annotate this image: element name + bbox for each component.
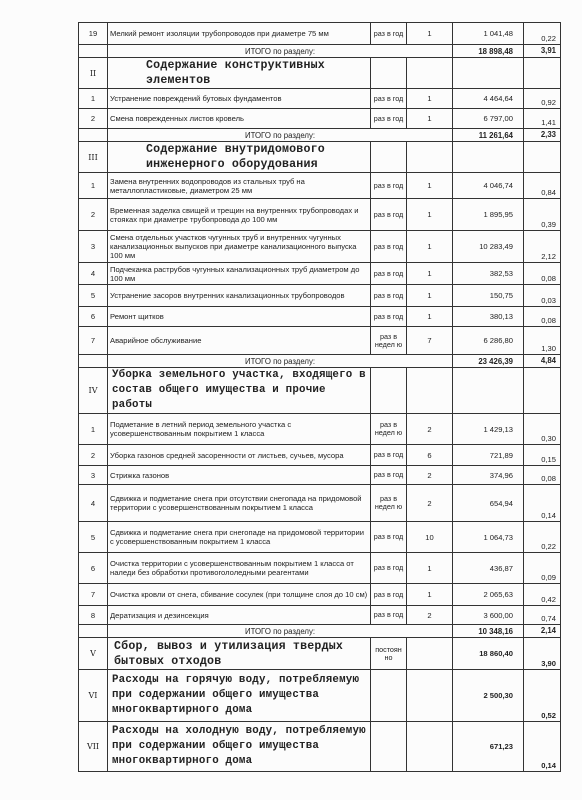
estimate-sheet [78,22,560,772]
work-name: Сдвижка и подметание снега при снегопаде на придомовой территории с усовершенствованным покрытием 1 класса [108,522,371,553]
quantity: 6 [407,445,453,466]
section-total-cost: 18 898,48 [453,45,524,58]
empty-cell [79,45,108,58]
quantity: 1 [407,231,453,263]
quantity: 7 [407,327,453,355]
section-cost-per-sqm: 3,90 [524,638,561,670]
table-row [79,584,561,606]
empty-cell [407,722,453,772]
section-header-row [79,722,561,772]
row-number: 3 [79,231,108,263]
section-total-label: ИТОГО по разделу: [108,355,453,368]
row-number: 5 [79,285,108,307]
empty-cell [407,638,453,670]
section-title: Сбор, вывоз и утилизация твердых бытовых отходов [108,638,371,670]
table-row [79,89,561,109]
periodicity: постоян но [371,638,407,670]
annual-cost: 4 046,74 [453,173,524,199]
table-row [79,307,561,327]
row-number: 2 [79,109,108,129]
quantity: 10 [407,522,453,553]
cost-per-sqm: 0,08 [524,466,561,485]
row-number: 1 [79,414,108,445]
annual-cost: 2 065,63 [453,584,524,606]
periodicity: раз в недел ю [371,414,407,445]
periodicity: раз в год [371,231,407,263]
annual-cost: 6 797,00 [453,109,524,129]
annual-cost: 1 041,48 [453,23,524,45]
table-row [79,327,561,355]
periodicity: раз в год [371,307,407,327]
periodicity: раз в недел ю [371,485,407,522]
row-number: 7 [79,327,108,355]
empty-cell [79,129,108,142]
periodicity: раз в год [371,606,407,625]
work-name: Аварийное обслуживание [108,327,371,355]
section-cost-per-sqm: 0,14 [524,722,561,772]
cost-per-sqm: 0,74 [524,606,561,625]
section-header-row [79,58,561,89]
cost-per-sqm: 0,39 [524,199,561,231]
row-number: 5 [79,522,108,553]
quantity: 1 [407,584,453,606]
cost-per-sqm: 2,12 [524,231,561,263]
section-title: Расходы на холодную воду, потребляемую при содержании общего имущества многоквартирного дома [108,722,371,772]
work-name: Устранение засоров внутренних канализационных трубопроводов [108,285,371,307]
work-name: Очистка кровли от снега, сбивание сосулек (при толщине слоя до 10 см) [108,584,371,606]
periodicity: раз в год [371,445,407,466]
section-title: Содержание конструктивных элементов [108,58,371,89]
quantity: 1 [407,109,453,129]
section-cost [453,58,524,89]
section-header-row [79,670,561,722]
periodicity [371,142,407,173]
quantity: 2 [407,606,453,625]
row-number: 8 [79,606,108,625]
cost-per-sqm: 0,14 [524,485,561,522]
table-row [79,445,561,466]
row-number: 6 [79,307,108,327]
periodicity: раз в год [371,466,407,485]
work-name: Устранение повреждений бутовых фундаментов [108,89,371,109]
annual-cost: 10 283,49 [453,231,524,263]
work-name: Дератизация и дезинсекция [108,606,371,625]
section-cost [453,368,524,414]
annual-cost: 1 064,73 [453,522,524,553]
quantity: 1 [407,199,453,231]
cost-per-sqm: 0,22 [524,23,561,45]
periodicity: раз в год [371,109,407,129]
cost-per-sqm: 0,30 [524,414,561,445]
maintenance-cost-table [78,22,561,772]
annual-cost: 6 286,80 [453,327,524,355]
section-total-cost: 10 348,16 [453,625,524,638]
row-number: 1 [79,173,108,199]
table-row [79,466,561,485]
work-name: Замена внутренних водопроводов из стальных труб на металлопластиковые, диаметром 25 мм [108,173,371,199]
empty-cell [79,355,108,368]
cost-per-sqm: 0,92 [524,89,561,109]
work-name: Уборка газонов средней засоренности от листьев, сучьев, мусора [108,445,371,466]
section-total-label: ИТОГО по разделу: [108,45,453,58]
table-row [79,199,561,231]
periodicity: раз в год [371,23,407,45]
cost-per-sqm: 0,84 [524,173,561,199]
annual-cost: 721,89 [453,445,524,466]
section-header-row [79,638,561,670]
periodicity: раз в год [371,263,407,285]
section-total-row [79,129,561,142]
section-number: VII [79,722,108,772]
section-total-label: ИТОГО по разделу: [108,625,453,638]
table-row [79,522,561,553]
annual-cost: 380,13 [453,307,524,327]
section-number: IV [79,368,108,414]
row-number: 6 [79,553,108,584]
row-number: 4 [79,263,108,285]
periodicity [371,368,407,414]
section-title: Расходы на горячую воду, потребляемую при содержании общего имущества многоквартирного дома [108,670,371,722]
row-number: 1 [79,89,108,109]
cost-per-sqm: 0,08 [524,307,561,327]
table-row [79,173,561,199]
periodicity: раз в год [371,199,407,231]
quantity: 1 [407,173,453,199]
table-row [79,263,561,285]
empty-cell [407,58,453,89]
row-number: 3 [79,466,108,485]
section-number: II [79,58,108,89]
quantity: 1 [407,307,453,327]
periodicity: раз в недел ю [371,327,407,355]
table-row [79,606,561,625]
table-row [79,109,561,129]
work-name: Временная заделка свищей и трещин на внутренних трубопроводах и стояках при диаметре трубопровода до 100 мм [108,199,371,231]
annual-cost: 374,96 [453,466,524,485]
row-number: 4 [79,485,108,522]
quantity: 1 [407,553,453,584]
row-number: 2 [79,199,108,231]
work-name: Сдвижка и подметание снега при отсутствии снегопада на придомовой территории с усовершенствованным покрытием 1 класса [108,485,371,522]
work-name: Подчеканка раструбов чугунных канализационных труб диаметром до 100 мм [108,263,371,285]
periodicity: раз в год [371,285,407,307]
periodicity: раз в год [371,553,407,584]
cost-per-sqm: 0,09 [524,553,561,584]
quantity: 2 [407,414,453,445]
row-number: 7 [79,584,108,606]
annual-cost: 3 600,00 [453,606,524,625]
section-total-cost: 11 261,64 [453,129,524,142]
section-number: VI [79,670,108,722]
periodicity [371,670,407,722]
annual-cost: 436,87 [453,553,524,584]
section-title: Содержание внутридомового инженерного оборудования [108,142,371,173]
table-row [79,231,561,263]
empty-cell [407,670,453,722]
section-cost: 18 860,40 [453,638,524,670]
periodicity: раз в год [371,584,407,606]
section-number: III [79,142,108,173]
quantity: 1 [407,285,453,307]
periodicity: раз в год [371,522,407,553]
cost-per-sqm: 1,30 [524,327,561,355]
quantity: 1 [407,23,453,45]
work-name: Мелкий ремонт изоляции трубопроводов при диаметре 75 мм [108,23,371,45]
work-name: Ремонт щитков [108,307,371,327]
section-cost-per-sqm [524,142,561,173]
work-name: Очистка территории с усовершенствованным покрытием 1 класса от наледи без обработки противогололедными реагентами [108,553,371,584]
section-total-cost: 23 426,39 [453,355,524,368]
section-total-per-sqm: 4,84 [524,355,561,368]
annual-cost: 150,75 [453,285,524,307]
annual-cost: 1 895,95 [453,199,524,231]
annual-cost: 1 429,13 [453,414,524,445]
quantity: 2 [407,466,453,485]
table-row [79,485,561,522]
quantity: 1 [407,89,453,109]
section-cost [453,142,524,173]
table-body [79,23,561,772]
section-total-per-sqm: 2,14 [524,625,561,638]
section-total-row [79,625,561,638]
empty-cell [407,142,453,173]
periodicity: раз в год [371,173,407,199]
section-cost: 671,23 [453,722,524,772]
empty-cell [79,625,108,638]
section-cost-per-sqm: 0,52 [524,670,561,722]
empty-cell [407,368,453,414]
section-header-row [79,142,561,173]
table-row [79,23,561,45]
section-cost-per-sqm [524,58,561,89]
section-total-per-sqm: 2,33 [524,129,561,142]
cost-per-sqm: 0,42 [524,584,561,606]
quantity: 2 [407,485,453,522]
row-number: 19 [79,23,108,45]
section-total-label: ИТОГО по разделу: [108,129,453,142]
quantity: 1 [407,263,453,285]
periodicity [371,722,407,772]
section-cost-per-sqm [524,368,561,414]
cost-per-sqm: 0,03 [524,285,561,307]
section-cost: 2 500,30 [453,670,524,722]
cost-per-sqm: 1,41 [524,109,561,129]
periodicity [371,58,407,89]
periodicity: раз в год [371,89,407,109]
table-row [79,285,561,307]
cost-per-sqm: 0,15 [524,445,561,466]
work-name: Смена отдельных участков чугунных труб и внутренних чугунных канализационных выпусков при диаметре канализационного выпуска 100 мм [108,231,371,263]
table-row [79,553,561,584]
annual-cost: 654,94 [453,485,524,522]
section-title: Уборка земельного участка, входящего в состав общего имущества и прочие работы [108,368,371,414]
cost-per-sqm: 0,08 [524,263,561,285]
section-header-row [79,368,561,414]
work-name: Стрижка газонов [108,466,371,485]
annual-cost: 4 464,64 [453,89,524,109]
work-name: Смена поврежденных листов кровель [108,109,371,129]
table-row [79,414,561,445]
annual-cost: 382,53 [453,263,524,285]
section-total-row [79,45,561,58]
cost-per-sqm: 0,22 [524,522,561,553]
section-number: V [79,638,108,670]
section-total-per-sqm: 3,91 [524,45,561,58]
section-total-row [79,355,561,368]
work-name: Подметание в летний период земельного участка с усовершенствованным покрытием 1 класса [108,414,371,445]
row-number: 2 [79,445,108,466]
